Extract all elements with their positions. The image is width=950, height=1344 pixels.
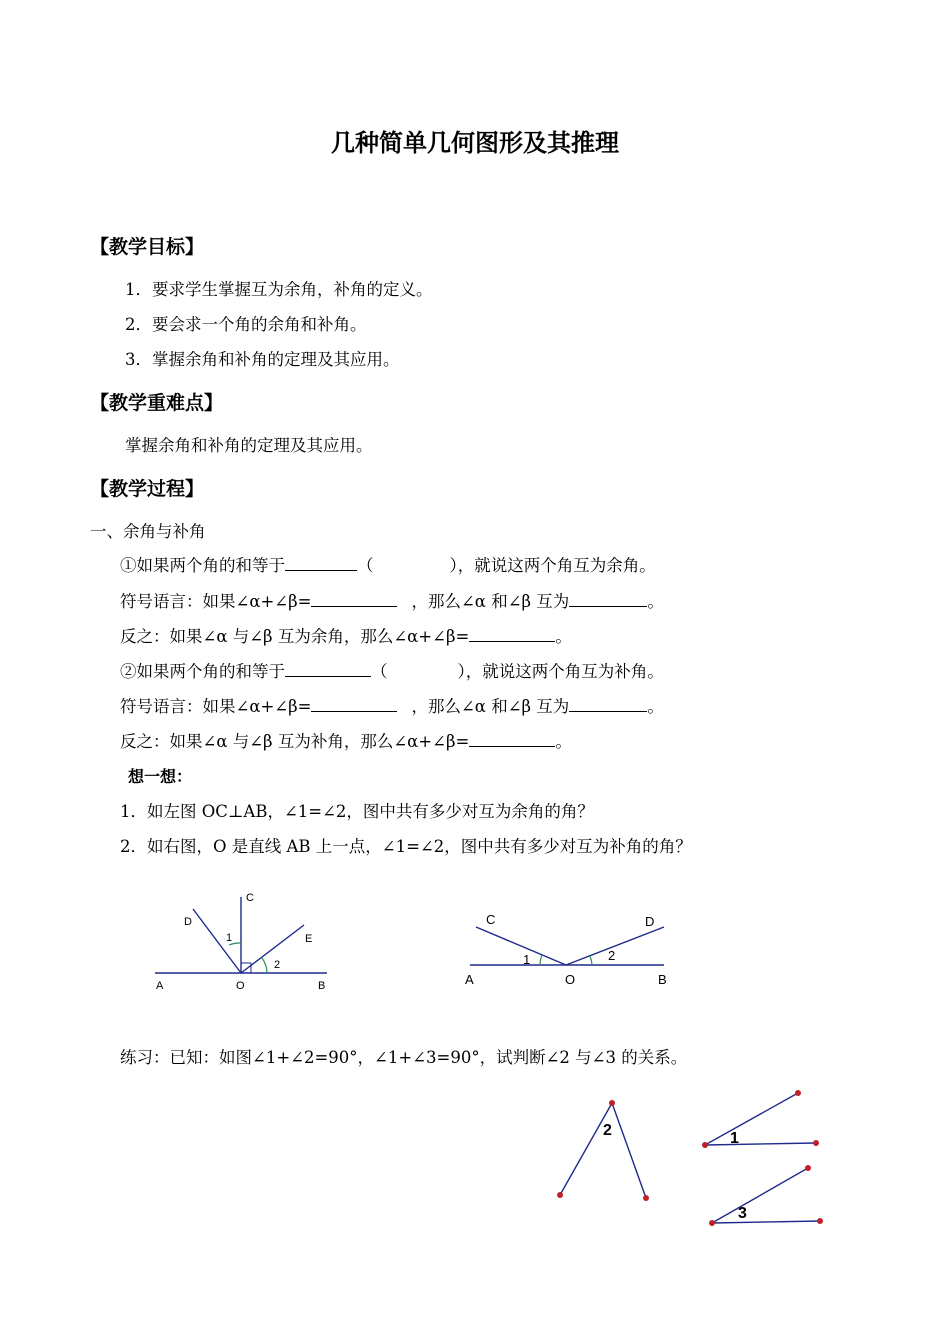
answer-blank[interactable]	[285, 552, 357, 571]
label-d: D	[645, 914, 655, 929]
label-a: A	[156, 980, 164, 992]
label-b: B	[318, 980, 326, 992]
answer-blank[interactable]	[469, 623, 555, 642]
answer-blank[interactable]	[569, 693, 647, 712]
answer-blank[interactable]	[285, 658, 371, 677]
supplement-definition	[120, 658, 664, 682]
text: 符号语言：如果∠α+∠β=	[120, 592, 312, 611]
goal-item-3: 3．掌握余角和补角的定理及其应用。	[125, 350, 400, 369]
ray-od	[193, 909, 241, 973]
text: ，那么∠α 和∠β 互为	[411, 697, 570, 716]
point	[813, 1140, 819, 1146]
label-d: D	[184, 916, 192, 928]
point	[817, 1218, 823, 1224]
ray-oc	[476, 927, 566, 965]
label-2: 2	[608, 948, 616, 963]
point	[795, 1090, 801, 1096]
point	[643, 1195, 649, 1201]
label-b: B	[658, 972, 667, 987]
label-a: A	[465, 972, 474, 987]
goals-heading: 【教学目标】	[90, 236, 205, 258]
exercise-figure	[550, 1085, 840, 1235]
label-c: C	[246, 892, 254, 904]
complement-definition	[120, 552, 656, 576]
text: （	[371, 662, 388, 681]
text: 。	[647, 697, 664, 716]
angle-2-side-left	[560, 1103, 612, 1195]
label-2: 2	[274, 959, 281, 971]
angle-3-side-lower	[712, 1221, 820, 1223]
text: ①如果两个角的和等于	[120, 556, 285, 575]
page-title: 几种简单几何图形及其推理	[331, 129, 619, 157]
label-c: C	[486, 912, 496, 927]
answer-blank[interactable]	[311, 693, 397, 712]
angle-1-side-lower	[705, 1143, 816, 1145]
text: ），就说这两个角互为余角。	[449, 556, 656, 575]
text: （	[357, 556, 374, 575]
point	[557, 1192, 563, 1198]
label-e: E	[305, 933, 313, 945]
label-1: 1	[523, 952, 531, 967]
label-o: O	[236, 980, 245, 992]
point	[709, 1220, 715, 1226]
angle-1-side-upper	[705, 1093, 798, 1145]
text: 。	[647, 592, 664, 611]
complement-converse	[120, 623, 572, 647]
label-1: 1	[226, 932, 233, 944]
key-points-heading: 【教学重难点】	[90, 392, 224, 414]
supplement-converse	[120, 728, 572, 752]
text: ，那么∠α 和∠β 互为	[411, 592, 570, 611]
answer-blank[interactable]	[311, 588, 397, 607]
ray-oe	[241, 925, 304, 973]
question-1: 1．如左图 OC⊥AB，∠1=∠2，图中共有多少对互为余角的角？	[120, 802, 594, 821]
text: 反之：如果∠α 与∠β 互为补角，那么∠α+∠β=	[120, 732, 470, 751]
point	[805, 1165, 811, 1171]
text: 符号语言：如果∠α+∠β=	[120, 697, 312, 716]
think-title: 想一想：	[128, 767, 193, 786]
goal-item-1: 1．要求学生掌握互为余角，补角的定义。	[125, 280, 433, 299]
exercise-text: 练习：已知：如图∠1+∠2=90°，∠1+∠3=90°，试判断∠2 与∠3 的关系。	[120, 1048, 688, 1067]
text: 反之：如果∠α 与∠β 互为余角，那么∠α+∠β=	[120, 627, 470, 646]
complement-symbolic	[120, 588, 664, 612]
angle-3-side-upper	[712, 1168, 808, 1223]
process-heading: 【教学过程】	[90, 478, 205, 500]
angle-2-side-right	[612, 1103, 646, 1198]
right-figure	[460, 905, 680, 995]
text: ②如果两个角的和等于	[120, 662, 285, 681]
label-2: 2	[603, 1122, 612, 1139]
point	[702, 1142, 708, 1148]
label-1: 1	[730, 1130, 739, 1147]
angle-1-arc	[540, 955, 542, 965]
key-points-text: 掌握余角和补角的定理及其应用。	[125, 436, 373, 455]
goal-item-2: 2．要会求一个角的余角和补角。	[125, 315, 367, 334]
text: 。	[555, 732, 572, 751]
angle-2-arc	[590, 956, 592, 965]
text: ），就说这两个角互为补角。	[457, 662, 664, 681]
left-figure	[150, 885, 340, 995]
label-3: 3	[738, 1205, 747, 1222]
answer-blank[interactable]	[569, 588, 647, 607]
label-o: O	[565, 972, 576, 987]
text: 。	[555, 627, 572, 646]
angle-2-arc	[262, 958, 267, 973]
answer-blank[interactable]	[469, 728, 555, 747]
point	[609, 1100, 615, 1106]
part1-title: 一、余角与补角	[90, 522, 206, 541]
question-2: 2．如右图，O 是直线 AB 上一点，∠1=∠2，图中共有多少对互为补角的角？	[120, 837, 692, 856]
supplement-symbolic	[120, 693, 664, 717]
